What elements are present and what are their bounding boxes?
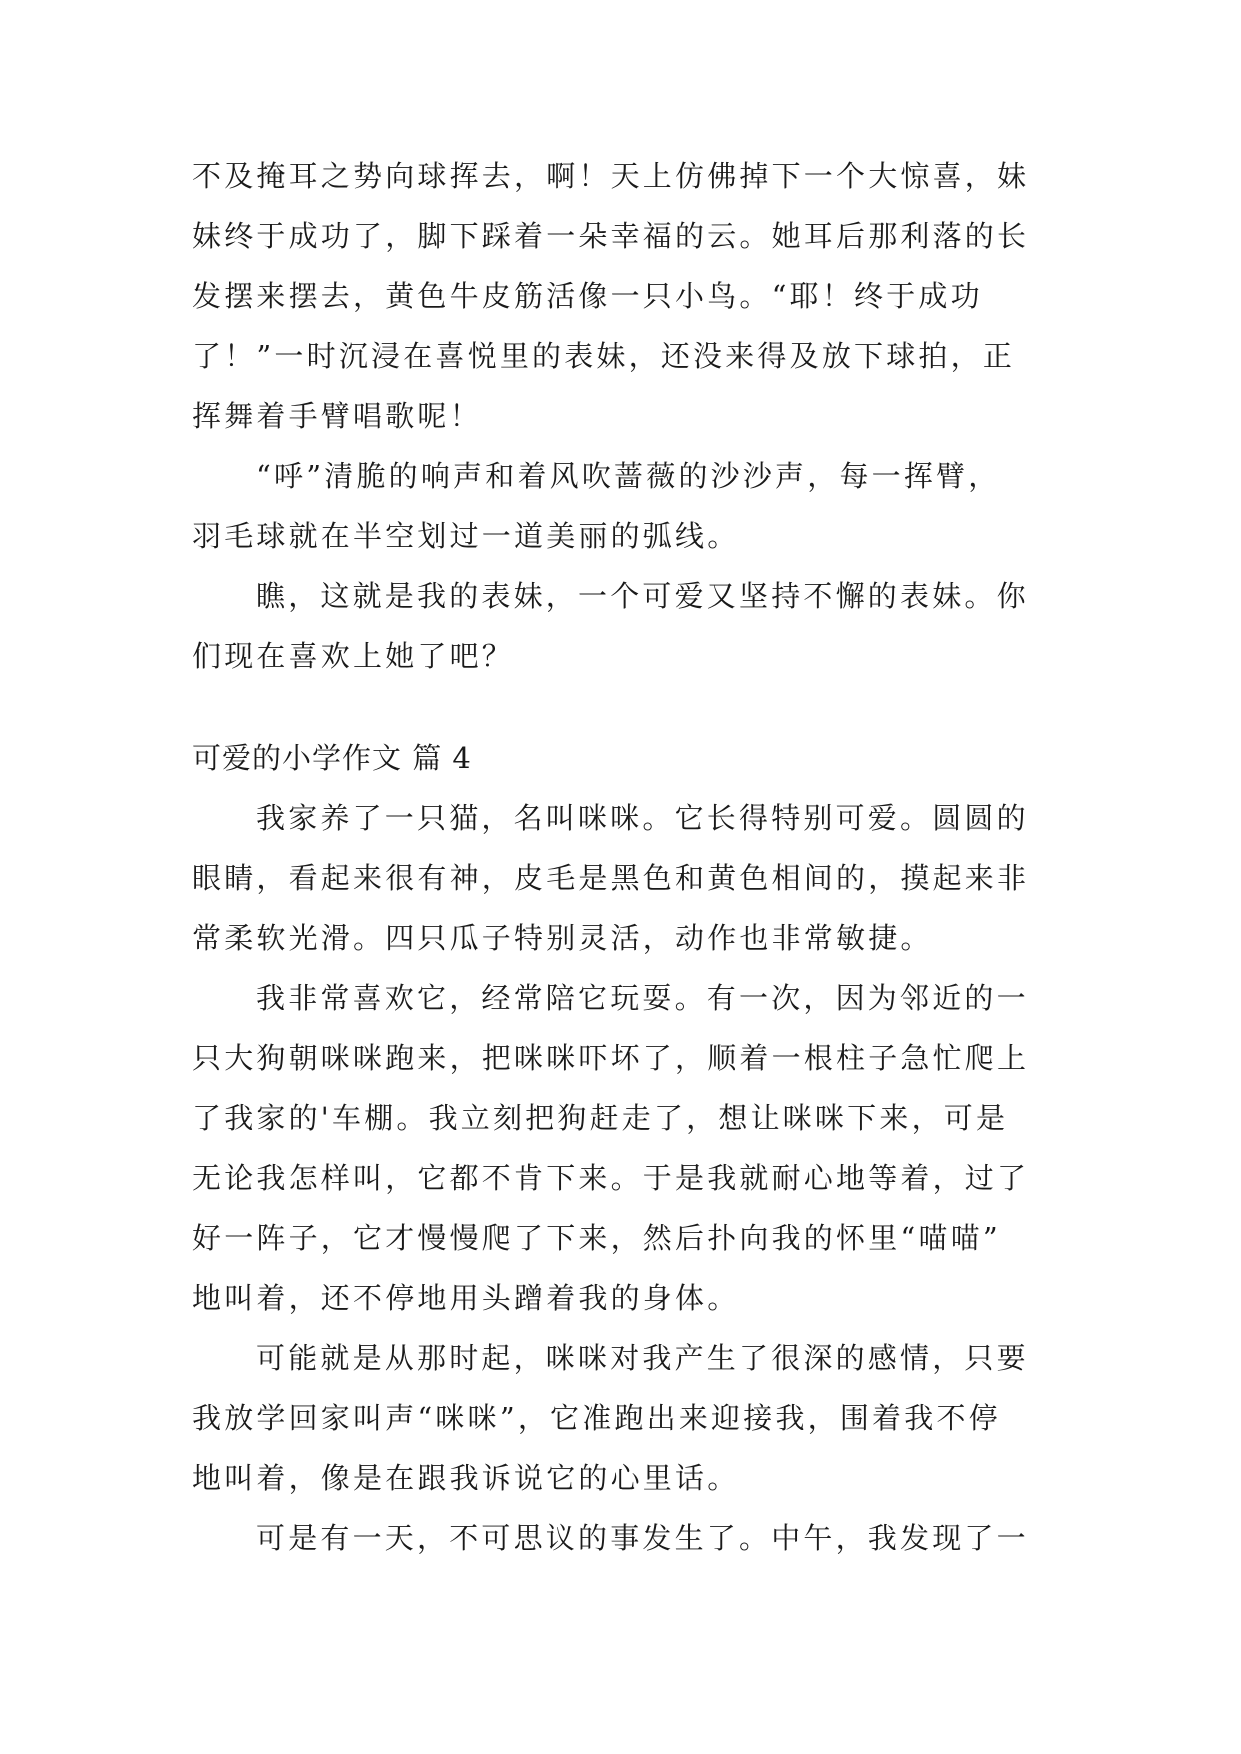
text-line: 发摆来摆去，黄色牛皮筋活像一只小鸟。“耶！终于成功	[192, 279, 983, 313]
paragraph-start-line: “呼”清脆的响声和着风吹蔷薇的沙沙声，每一挥臂，	[256, 459, 1001, 493]
text-line: 眼睛，看起来很有神，皮毛是黑色和黄色相间的，摸起来非	[192, 861, 1030, 895]
text-line: 了我家的'车棚。我立刻把狗赶走了，想让咪咪下来，可是	[192, 1101, 1009, 1135]
text-line: 地叫着，还不停地用头蹭着我的身体。	[192, 1281, 740, 1315]
paragraph-start-line: 我家养了一只猫，名叫咪咪。它长得特别可爱。圆圆的	[256, 801, 1029, 835]
section-heading: 可爱的小学作文 篇 4	[192, 741, 472, 775]
paragraph-start-line: 可能就是从那时起，咪咪对我产生了很深的感情，只要	[256, 1341, 1029, 1375]
text-line: 无论我怎样叫，它都不肯下来。于是我就耐心地等着，过了	[192, 1161, 1030, 1195]
paragraph-start-line: 我非常喜欢它，经常陪它玩耍。有一次，因为邻近的一	[256, 981, 1029, 1015]
paragraph-start-line: 可是有一天，不可思议的事发生了。中午，我发现了一	[256, 1521, 1029, 1555]
text-line: 好一阵子，它才慢慢爬了下来，然后扑向我的怀里“喵喵”	[192, 1221, 1001, 1255]
text-line: 了！”一时沉浸在喜悦里的表妹，还没来得及放下球拍，正	[192, 339, 1016, 373]
text-line: 羽毛球就在半空划过一道美丽的弧线。	[192, 519, 740, 553]
text-line: 地叫着，像是在跟我诉说它的心里话。	[192, 1461, 740, 1495]
text-line: 妹终于成功了，脚下踩着一朵幸福的云。她耳后那利落的长	[192, 219, 1030, 253]
text-line: 常柔软光滑。四只瓜子特别灵活，动作也非常敏捷。	[192, 921, 933, 955]
paragraph-start-line: 瞧，这就是我的表妹，一个可爱又坚持不懈的表妹。你	[256, 579, 1029, 613]
text-line: 只大狗朝咪咪跑来，把咪咪吓坏了，顺着一根柱子急忙爬上	[192, 1041, 1030, 1075]
text-line: 挥舞着手臂唱歌呢！	[192, 399, 482, 433]
text-line: 们现在喜欢上她了吧？	[192, 639, 515, 673]
text-line: 不及掩耳之势向球挥去，啊！天上仿佛掉下一个大惊喜，妹	[192, 159, 1030, 193]
text-line: 我放学回家叫声“咪咪”，它准跑出来迎接我，围着我不停	[192, 1401, 1001, 1435]
